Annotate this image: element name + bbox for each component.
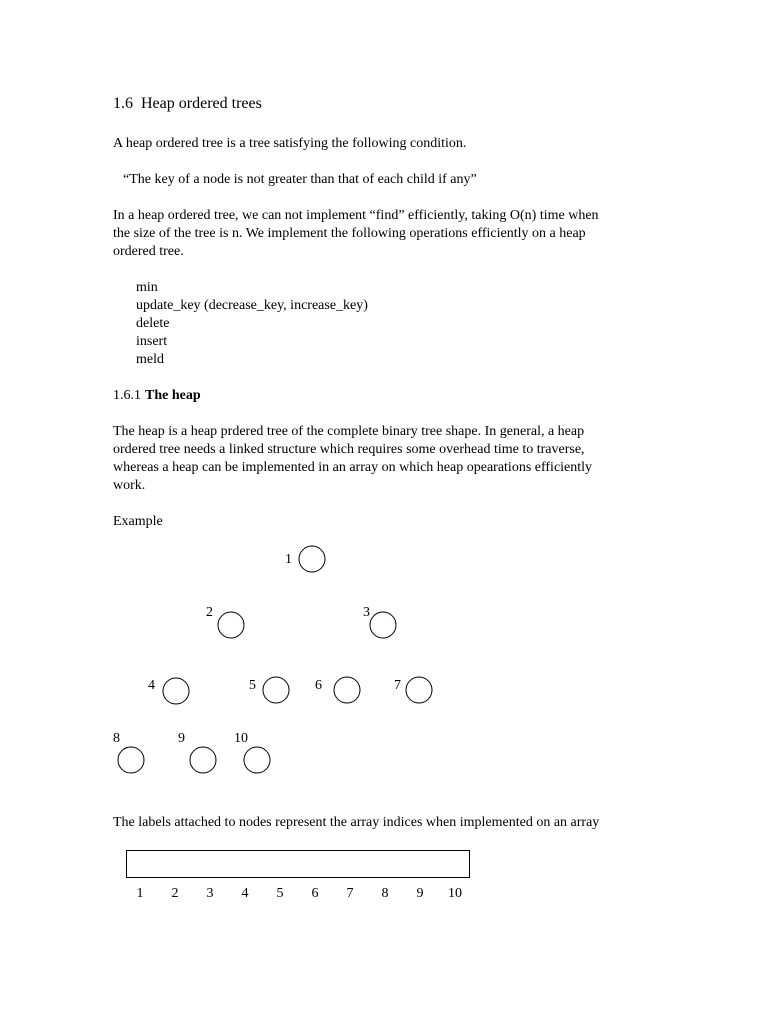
tree-node-circle: [370, 612, 396, 638]
tree-node-circle: [334, 677, 360, 703]
array-index: 5: [276, 886, 284, 901]
section-title: Heap ordered trees: [141, 95, 262, 112]
paragraph-line: the size of the tree is n. We implement the following operations efficiently on a heap: [113, 226, 586, 241]
tree-node-circle: [218, 612, 244, 638]
subsection-title: The heap: [145, 388, 201, 403]
tree-node-label: 10: [234, 731, 248, 746]
paragraph-line: work.: [113, 478, 146, 493]
paragraph-line: whereas a heap can be implemented in an array on which heap opearations efficiently: [113, 460, 593, 475]
operation-item: delete: [136, 316, 170, 331]
tree-node-circle: [163, 678, 189, 704]
tree-node-label: 6: [315, 678, 322, 693]
paragraph-line: ordered tree needs a linked structure which requires some overhead time to traverse,: [113, 442, 585, 457]
intro-paragraph: A heap ordered tree is a tree satisfying the following condition.: [113, 136, 467, 151]
array-index: 9: [416, 886, 424, 901]
tree-node-label: 3: [363, 605, 370, 620]
tree-node-label: 7: [394, 678, 401, 693]
tree-node-circle: [190, 747, 216, 773]
tree-node-circle: [244, 747, 270, 773]
array-index: 4: [241, 886, 249, 901]
array-index: 7: [346, 886, 354, 901]
tree-node-circle: [299, 546, 325, 572]
tree-node-circle: [263, 677, 289, 703]
array-index: 6: [311, 886, 319, 901]
tree-node-label: 9: [178, 731, 185, 746]
array-index: 10: [448, 886, 462, 901]
paragraph-line: In a heap ordered tree, we can not implement “find” efficiently, taking O(n) time when: [113, 208, 599, 223]
example-label: Example: [113, 514, 163, 529]
operation-item: update_key (decrease_key, increase_key): [136, 298, 368, 313]
array-index: 1: [136, 886, 144, 901]
section-number: 1.6: [113, 95, 133, 112]
tree-node-circle: [406, 677, 432, 703]
tree-node-label: 1: [285, 552, 292, 567]
paragraph-line: ordered tree.: [113, 244, 184, 259]
array-index: 8: [381, 886, 389, 901]
operation-item: insert: [136, 334, 168, 349]
array-index: 2: [171, 886, 179, 901]
array-caption: The labels attached to nodes represent the array indices when implemented on an array: [113, 815, 600, 830]
operation-item: min: [136, 280, 158, 295]
paragraph-line: The heap is a heap prdered tree of the complete binary tree shape. In general, a heap: [113, 424, 585, 439]
tree-node-label: 8: [113, 731, 120, 746]
heap-condition-quote: “The key of a node is not greater than that of each child if any”: [123, 172, 477, 187]
tree-node-circle: [118, 747, 144, 773]
subsection-number: 1.6.1: [113, 388, 141, 403]
array-index: 3: [206, 886, 214, 901]
tree-node-label: 2: [206, 605, 213, 620]
tree-node-label: 5: [249, 678, 256, 693]
tree-node-label: 4: [148, 678, 155, 693]
array-box: [126, 850, 470, 878]
operation-item: meld: [136, 352, 164, 367]
